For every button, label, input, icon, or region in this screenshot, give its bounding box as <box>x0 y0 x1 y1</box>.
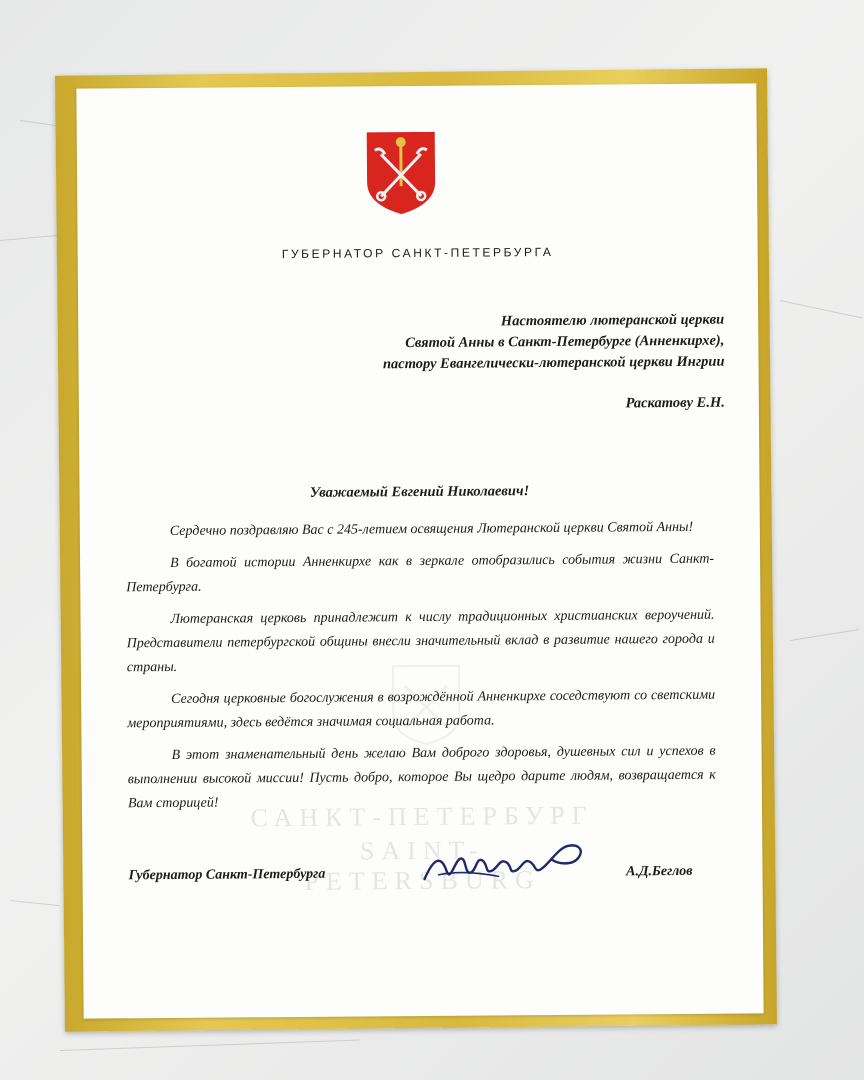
paragraph: Лютеранская церковь принадлежит к числу традиционных христианских вероучений. Представители петербургской общины внесли значительный вклад в развитие нашего города и страны. <box>126 607 715 676</box>
addressee-name: Раскатову Е.Н. <box>625 394 725 412</box>
addressee-line: Настоятелю лютеранской церкви <box>500 311 725 330</box>
coat-of-arms-icon <box>365 130 438 217</box>
paragraph: Сердечно поздравляю Вас с 245-летием освящения Лютеранской церкви Святой Анны! <box>169 519 694 539</box>
paragraph: В этот знаменательный день желаю Вам доброго здоровья, душевных сил и успехов в выполнении высокой миссии! Пусть добро, которое Вы щедро дарите людям, возвращается к Вам сторицей! <box>127 743 716 812</box>
watermark-text-en: SAINT-PETERSBURG <box>304 835 541 896</box>
paragraph: Сегодня церковные богослужения в возрождённой Анненкирхе соседствуют со светскими мероприятиями, здесь ведётся значимая социальная работа. <box>127 687 716 732</box>
addressee-line: Святой Анны в Санкт-Петербурге (Анненкирхе), <box>405 332 725 352</box>
letter-body <box>126 516 716 825</box>
watermark-text-ru: САНКТ-ПЕТЕРБУРГ <box>250 800 594 833</box>
letterhead-title: ГУБЕРНАТОР САНКТ-ПЕТЕРБУРГА <box>281 244 554 262</box>
signature-name: А.Д.Беглов <box>626 863 693 880</box>
handwritten-signature-icon <box>418 830 608 891</box>
greeting: Уважаемый Евгений Николаевич! <box>309 483 530 501</box>
paragraph: В богатой истории Анненкирхе как в зеркале отобразились события жизни Санкт-Петербурга. <box>126 551 715 596</box>
addressee-line: пастору Евангелически-лютеранской церкви Ингрии <box>382 353 725 373</box>
signature-title: Губернатор Санкт-Петербурга <box>128 866 326 884</box>
letter-sheet <box>76 83 763 1018</box>
addressee-block <box>304 310 725 417</box>
